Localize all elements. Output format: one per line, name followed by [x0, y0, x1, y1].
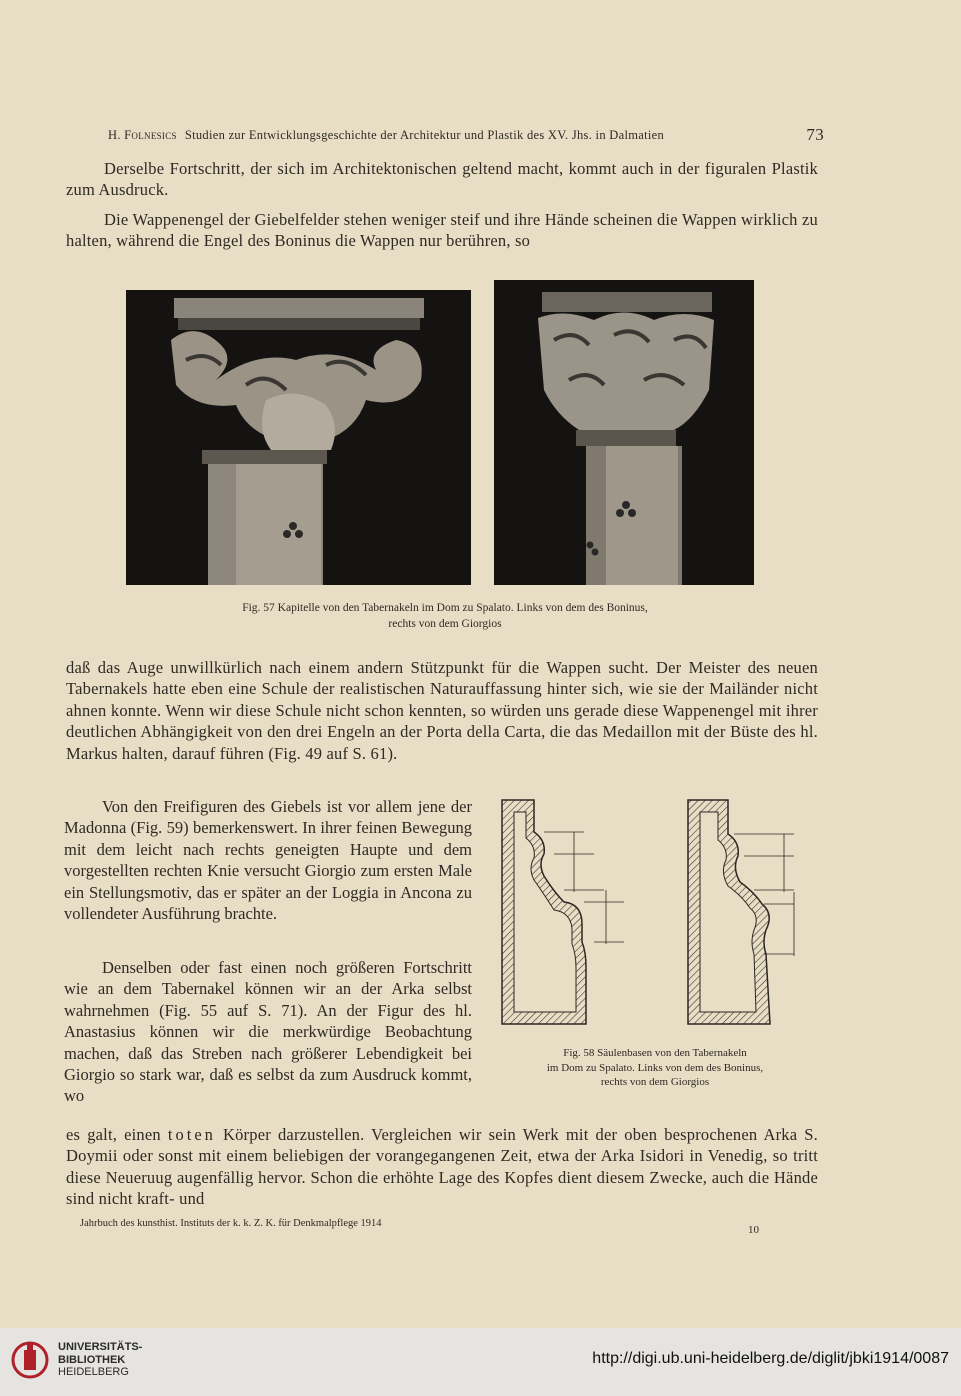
logo-line-3: HEIDELBERG	[58, 1366, 129, 1378]
logo-line-1: UNIVERSITÄTS-	[58, 1341, 143, 1353]
fig57-caption-line1: Fig. 57 Kapitelle von den Tabernakeln im Dom zu Spalato. Links von dem des Boninus,	[242, 602, 648, 614]
figure-57-caption	[150, 600, 740, 632]
photo-capital-boninus	[126, 290, 471, 585]
header-title: Studien zur Entwicklungsgeschichte der Architektur und Plastik des XV. Jhs. in Dalmatien	[184, 128, 665, 142]
fig57-caption-line2: rechts von dem Giorgios	[388, 618, 502, 630]
paragraph-2: Die Wappenengel der Giebelfelder stehen weniger steif und ihre Hände scheinen die Wappen wirklich zu halten, während die Engel des Boninus die Wappen nur berühren, so	[66, 210, 818, 251]
permalink-url[interactable]: http://digi.ub.uni-heidelberg.de/diglit/jbki1914/0087	[592, 1350, 949, 1367]
capital-giorgio-image	[494, 280, 754, 585]
library-logo-text	[58, 1341, 142, 1379]
paragraph-6-rest: Körper darzustellen. Vergleichen wir sein Werk mit der oben besprochenen Arka S. Doymii oder sonst mit einem beliebigen der vorangegangenen Zeit, etwa der Arka Isidori in Venedig, so tritt diese Neueruug augenfällig hervor. Schon die erhöhte Lage des Kopfes dient diesem Zwecke, auch die Hände sind nicht kraft- und	[66, 1125, 818, 1209]
sheet-number: 10	[748, 1224, 759, 1236]
capital-boninus-image	[126, 290, 471, 585]
figure-58-drawing	[494, 792, 814, 1036]
paragraph-6-start: es galt, einen	[66, 1125, 161, 1144]
paragraph-5: Denselben oder fast einen noch größeren Fortschritt wie an dem Tabernakel können wir an der Arka selbst wahrnehmen (Fig. 55 auf S. 71). An der Figur des hl. Anastasius können wir die merkwürdige Beobachtung machen, daß das Streben nach größerer Lebendigkeit bei Giorgio so stark war, daß es selbst da zum Ausdruck kommt, wo	[64, 958, 472, 1106]
page-number: 73	[806, 125, 824, 144]
emphasis-word: toten	[167, 1125, 216, 1144]
paragraph-1: Derselbe Fortschritt, der sich im Architektonischen geltend macht, kommt auch in der figuralen Plastik zum Ausdruck.	[66, 159, 818, 200]
university-seal-icon	[10, 1336, 50, 1384]
paragraph-4: Von den Freifiguren des Giebels ist vor allem jene der Madonna (Fig. 59) bemerkenswert. In ihrer feinen Bewegung mit dem leicht nach rechts geneigten Haupte und dem vorgestellten rechten Knie versucht Giorgio zum ersten Male ein Stellungsmotiv, das er später an der Loggia in Ancona zu vollendeter Ausführung brachte.	[64, 797, 472, 924]
photo-capital-giorgio	[494, 280, 754, 585]
paragraph-3: daß das Auge unwillkürlich nach einem andern Stützpunkt für die Wappen sucht. Der Meister des neuen Tabernakels hatte eben eine Schule der realistischen Naturauffassung hinter sich, wie sie der Mailänder nicht ahnen konnte. Wenn wir diese Schule nicht schon kennten, so würden uns gerade diese Wappenengel mit ihrer deutlichen Abhängigkeit von den drei Engeln an der Porta della Carta, die das Medaillon mit der Büste des hl. Markus halten, darauf führen (Fig. 49 auf S. 61).	[66, 658, 818, 763]
paragraph-6	[66, 1124, 818, 1210]
header-author: H. Folnesics	[108, 128, 177, 142]
fig58-caption-line1: Fig. 58 Säulenbasen von den Tabernakeln	[563, 1047, 747, 1059]
journal-footer: Jahrbuch des kunsthist. Instituts der k. k. Z. K. für Denkmalpflege 1914	[80, 1218, 382, 1229]
running-header	[108, 125, 824, 145]
fig58-caption-line2: im Dom zu Spalato. Links von dem des Boninus,	[546, 1061, 764, 1074]
figure-58-caption	[490, 1046, 820, 1090]
library-bar	[0, 1328, 961, 1396]
logo-line-2: BIBLIOTHEK	[58, 1353, 126, 1366]
fig58-caption-line3: rechts von dem Giorgios	[600, 1076, 710, 1088]
